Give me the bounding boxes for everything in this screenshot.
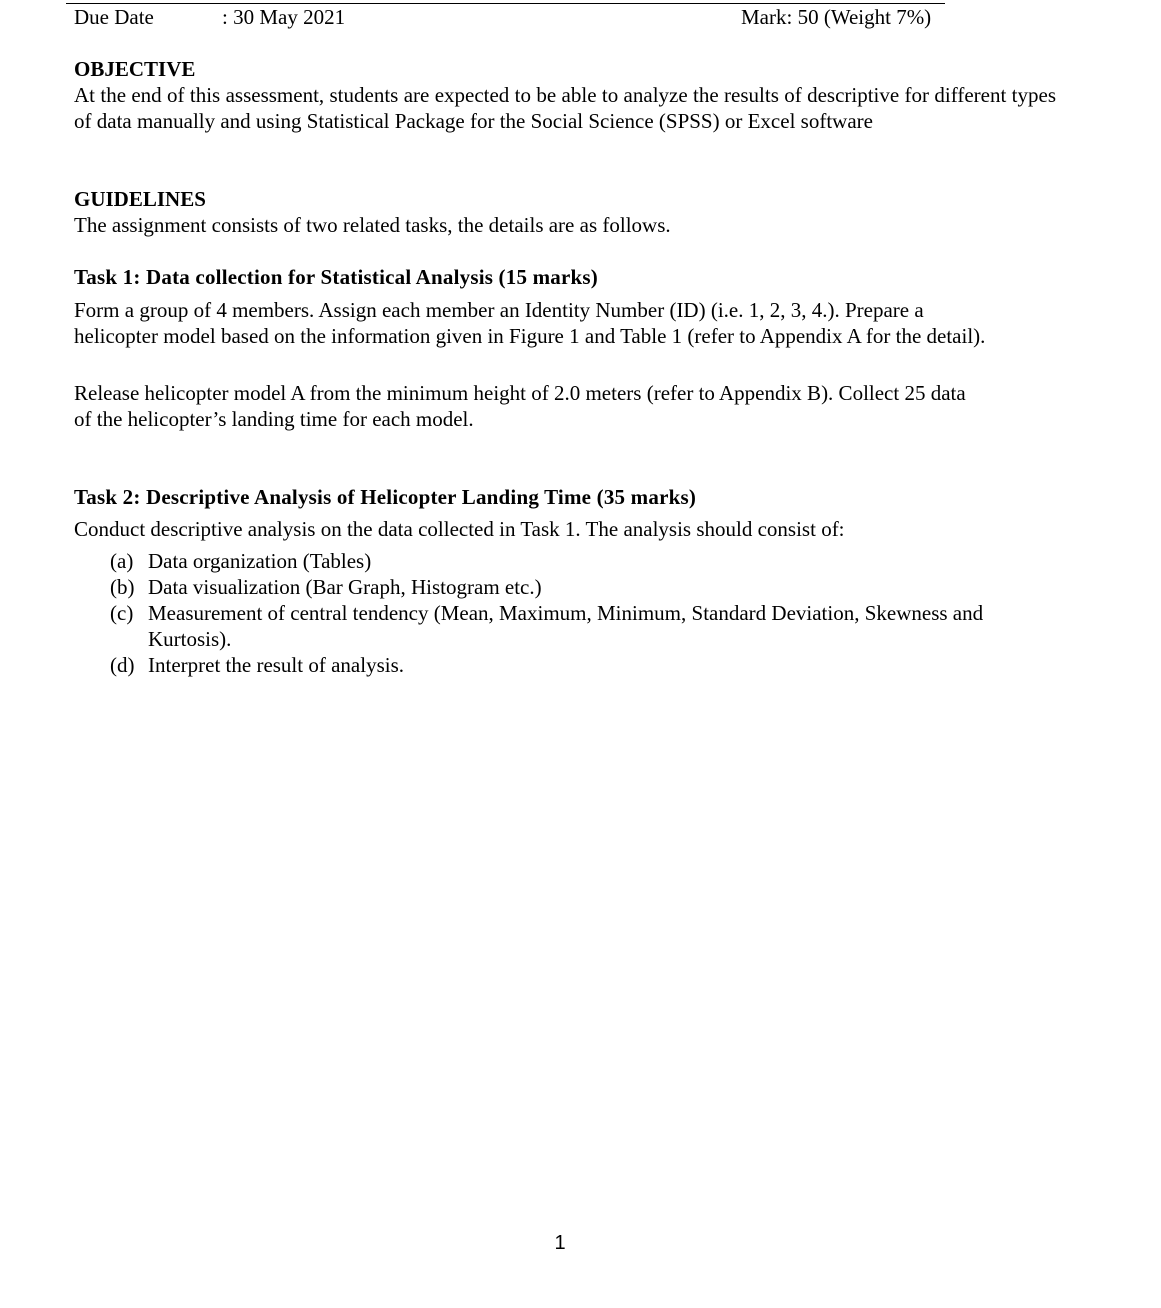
task1-heading: Task 1: Data collection for Statistical Analysis (15 marks): [74, 265, 598, 289]
task2-heading: Task 2: Descriptive Analysis of Helicopter Landing Time (35 marks): [74, 485, 697, 509]
task2-analysis-list: [110, 548, 1056, 678]
header-row: [74, 4, 954, 30]
list-marker: (c): [110, 601, 134, 625]
mark-weight: Mark: 50 (Weight 7%): [741, 5, 932, 29]
list-item: [110, 548, 1056, 574]
task2-intro-block: [74, 516, 1074, 542]
list-item-text: Data visualization (Bar Graph, Histogram etc.): [148, 575, 542, 599]
list-item: [110, 652, 1056, 678]
list-marker: (a): [110, 549, 134, 573]
guidelines-section: [74, 186, 1056, 238]
task1-para1-line2: helicopter model based on the information given in Figure 1 and Table 1 (refer to Appendix A for the detail).: [74, 324, 986, 348]
page-number: 1: [554, 1232, 566, 1254]
list-item: [110, 574, 1056, 600]
list-item: [110, 600, 1056, 652]
objective-text: At the end of this assessment, students are expected to be able to analyze the results of descriptive for different types of data manually and using Statistical Package for the Social Science (SPSS) or Excel software: [74, 83, 1056, 133]
guidelines-heading: GUIDELINES: [74, 187, 206, 211]
task2-section: [74, 484, 1074, 510]
objective-heading: OBJECTIVE: [74, 57, 196, 81]
due-date-value: : 30 May 2021: [222, 5, 346, 29]
task1-paragraph-2: [74, 380, 1074, 432]
list-item-text: Measurement of central tendency (Mean, Maximum, Minimum, Standard Deviation, Skewness and Kurtosis).: [148, 601, 984, 651]
task1-para1-line1: Form a group of 4 members. Assign each member an Identity Number (ID) (i.e. 1, 2, 3, 4.). Prepare a: [74, 298, 924, 322]
task1-section: [74, 264, 1074, 290]
list-item-text: Interpret the result of analysis.: [148, 653, 404, 677]
list-marker: (b): [110, 575, 135, 599]
due-date-label: Due Date: [74, 5, 154, 29]
task1-paragraph-1: [74, 297, 1074, 349]
objective-section: [74, 56, 1056, 134]
guidelines-text: The assignment consists of two related tasks, the details are as follows.: [74, 213, 671, 237]
task1-para2-line2: of the helicopter’s landing time for each model.: [74, 407, 474, 431]
task1-para2-line1: Release helicopter model A from the minimum height of 2.0 meters (refer to Appendix B). Collect 25 data: [74, 381, 966, 405]
task2-intro: Conduct descriptive analysis on the data collected in Task 1. The analysis should consist of:: [74, 517, 845, 541]
list-item-text: Data organization (Tables): [148, 549, 372, 573]
list-marker: (d): [110, 653, 135, 677]
